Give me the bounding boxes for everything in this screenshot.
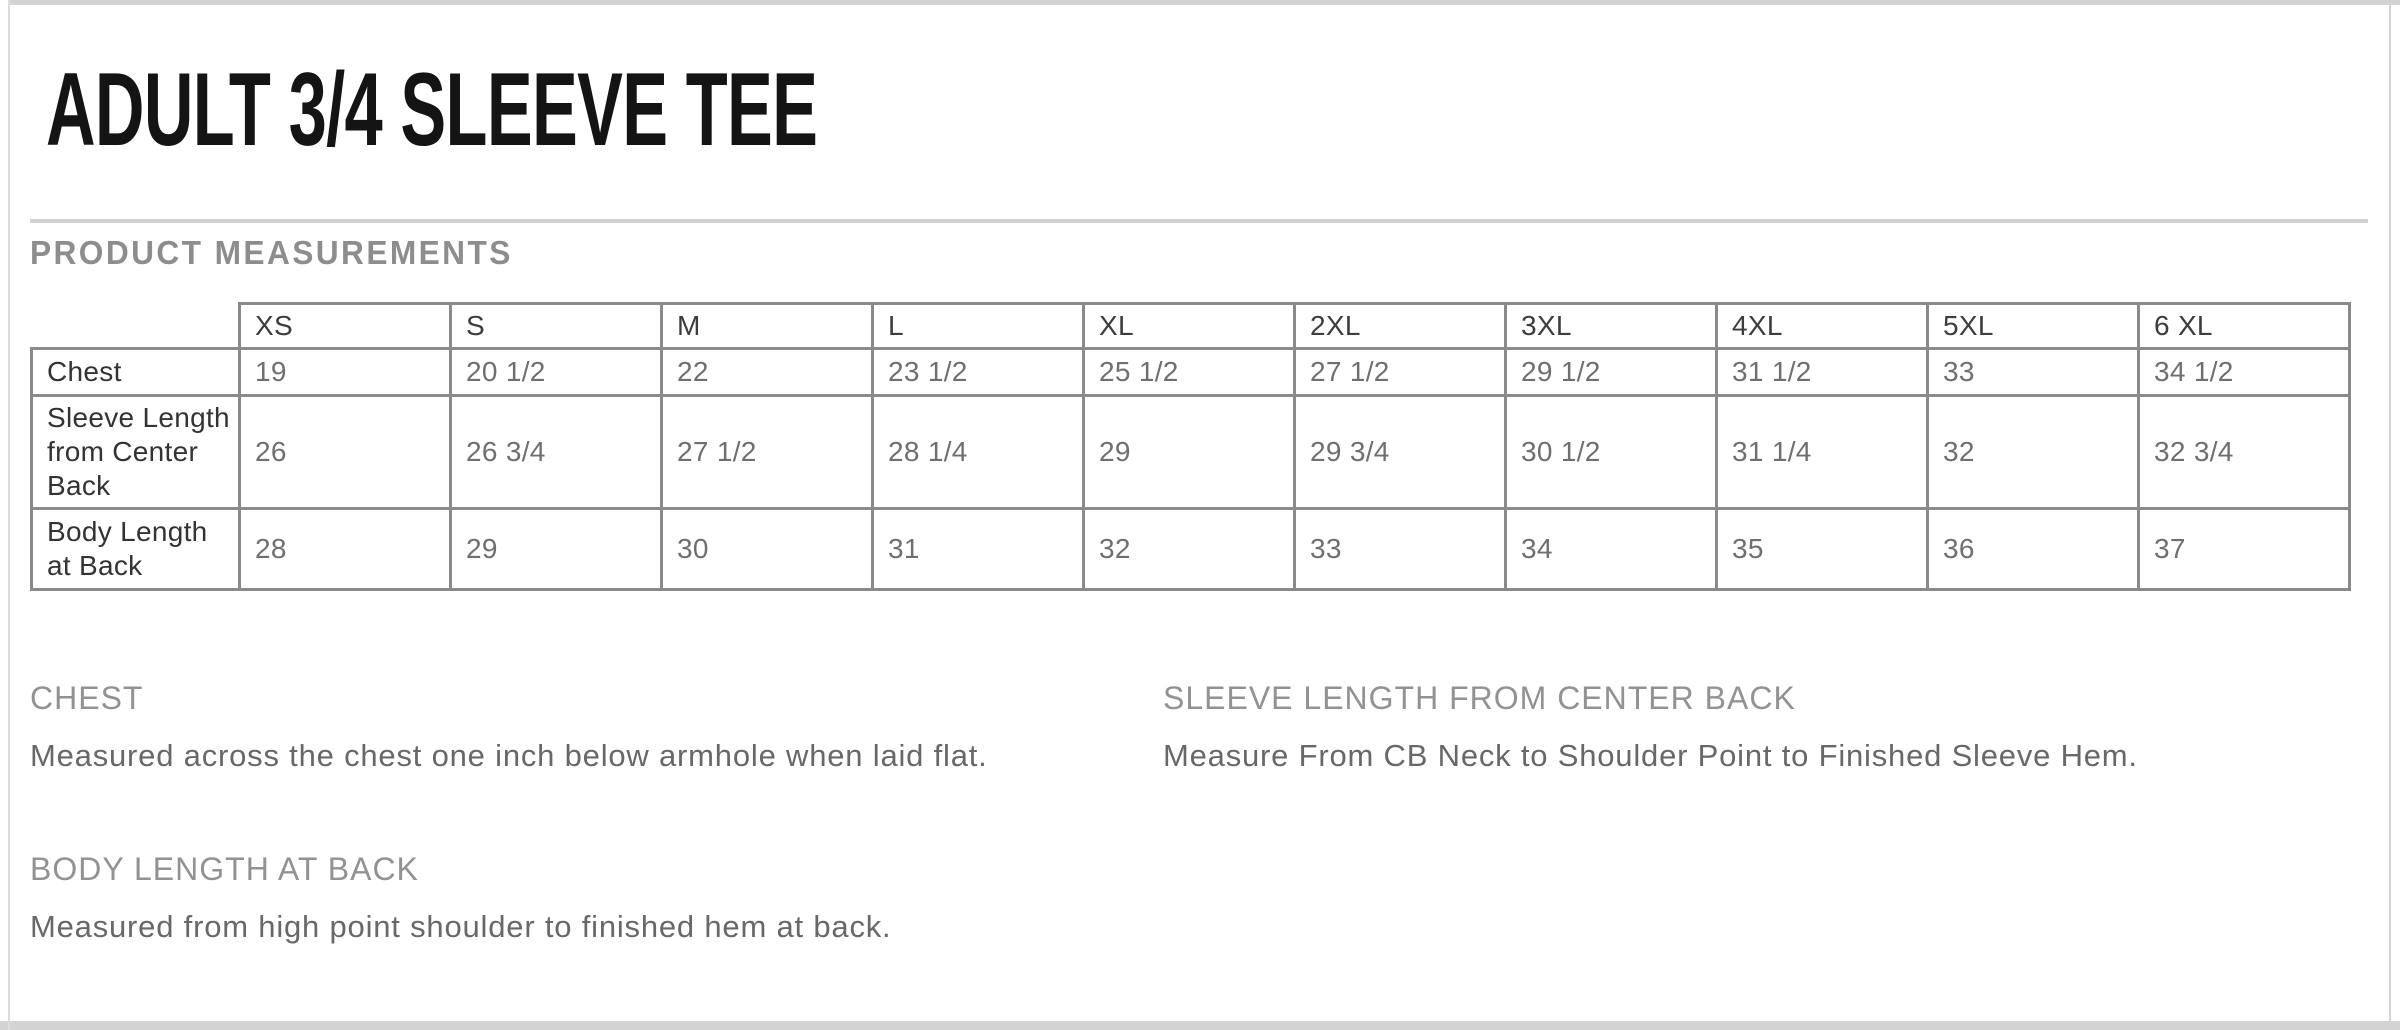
size-header-5xl: 5XL [1928, 304, 2139, 349]
size-header-s: S [451, 304, 662, 349]
body-value-4xl: 35 [1717, 509, 1928, 590]
body-value-2xl: 33 [1295, 509, 1506, 590]
chest-value-xs: 19 [240, 349, 451, 396]
size-header-xl: XL [1084, 304, 1295, 349]
chest-value-s: 20 1/2 [451, 349, 662, 396]
body-value-3xl: 34 [1506, 509, 1717, 590]
sleeve-value-4xl: 31 1/4 [1717, 396, 1928, 509]
definition-sleeve-length [1163, 680, 2138, 774]
sleeve-value-6xl: 32 3/4 [2139, 396, 2350, 509]
row-label-body-length: Body Length at Back [32, 509, 240, 590]
chest-value-2xl: 27 1/2 [1295, 349, 1506, 396]
page-bottom-edge [0, 1021, 2400, 1030]
sleeve-value-xs: 26 [240, 396, 451, 509]
definition-body-length-text: Measured from high point shoulder to finished hem at back. [30, 909, 892, 944]
definition-body-length-heading: BODY LENGTH AT BACK [30, 851, 419, 887]
body-value-xl: 32 [1084, 509, 1295, 590]
definition-chest-heading: CHEST [30, 680, 144, 716]
size-header-m: M [662, 304, 873, 349]
page-top-edge [8, 0, 2400, 5]
size-header-l: L [873, 304, 1084, 349]
measurements-table [30, 302, 2351, 591]
row-label-chest: Chest [32, 349, 240, 396]
sleeve-value-2xl: 29 3/4 [1295, 396, 1506, 509]
chest-value-xl: 25 1/2 [1084, 349, 1295, 396]
size-header-4xl: 4XL [1717, 304, 1928, 349]
table-row-chest [32, 349, 2350, 396]
chest-value-l: 23 1/2 [873, 349, 1084, 396]
table-row-body-length [32, 509, 2350, 590]
table-row-sleeve-length [32, 396, 2350, 509]
sleeve-value-5xl: 32 [1928, 396, 2139, 509]
size-header-3xl: 3XL [1506, 304, 1717, 349]
definition-chest-text: Measured across the chest one inch below armhole when laid flat. [30, 738, 988, 773]
sleeve-value-xl: 29 [1084, 396, 1295, 509]
chest-value-3xl: 29 1/2 [1506, 349, 1717, 396]
chest-value-6xl: 34 1/2 [2139, 349, 2350, 396]
size-header-row [32, 304, 2350, 349]
body-value-5xl: 36 [1928, 509, 2139, 590]
chest-value-m: 22 [662, 349, 873, 396]
definition-sleeve-length-heading: SLEEVE LENGTH FROM CENTER BACK [1163, 680, 1796, 716]
page-right-edge [2389, 5, 2391, 1021]
size-header-6xl: 6 XL [2139, 304, 2350, 349]
definition-sleeve-length-text: Measure From CB Neck to Shoulder Point to Finished Sleeve Hem. [1163, 738, 2138, 773]
body-value-6xl: 37 [2139, 509, 2350, 590]
corner-cell [32, 304, 240, 349]
body-value-xs: 28 [240, 509, 451, 590]
row-label-sleeve-length: Sleeve Length from Center Back [32, 396, 240, 509]
section-heading-product-measurements: PRODUCT MEASUREMENTS [30, 234, 513, 271]
size-header-2xl: 2XL [1295, 304, 1506, 349]
page-left-edge [8, 0, 10, 1030]
body-value-m: 30 [662, 509, 873, 590]
product-title: ADULT 3/4 SLEEVE TEE [46, 52, 818, 168]
definition-body-length [30, 851, 891, 945]
definition-chest [30, 680, 988, 774]
sleeve-value-s: 26 3/4 [451, 396, 662, 509]
sleeve-value-m: 27 1/2 [662, 396, 873, 509]
chest-value-5xl: 33 [1928, 349, 2139, 396]
body-value-l: 31 [873, 509, 1084, 590]
sleeve-value-l: 28 1/4 [873, 396, 1084, 509]
body-value-s: 29 [451, 509, 662, 590]
sleeve-value-3xl: 30 1/2 [1506, 396, 1717, 509]
size-header-xs: XS [240, 304, 451, 349]
chest-value-4xl: 31 1/2 [1717, 349, 1928, 396]
section-divider [30, 219, 2368, 223]
